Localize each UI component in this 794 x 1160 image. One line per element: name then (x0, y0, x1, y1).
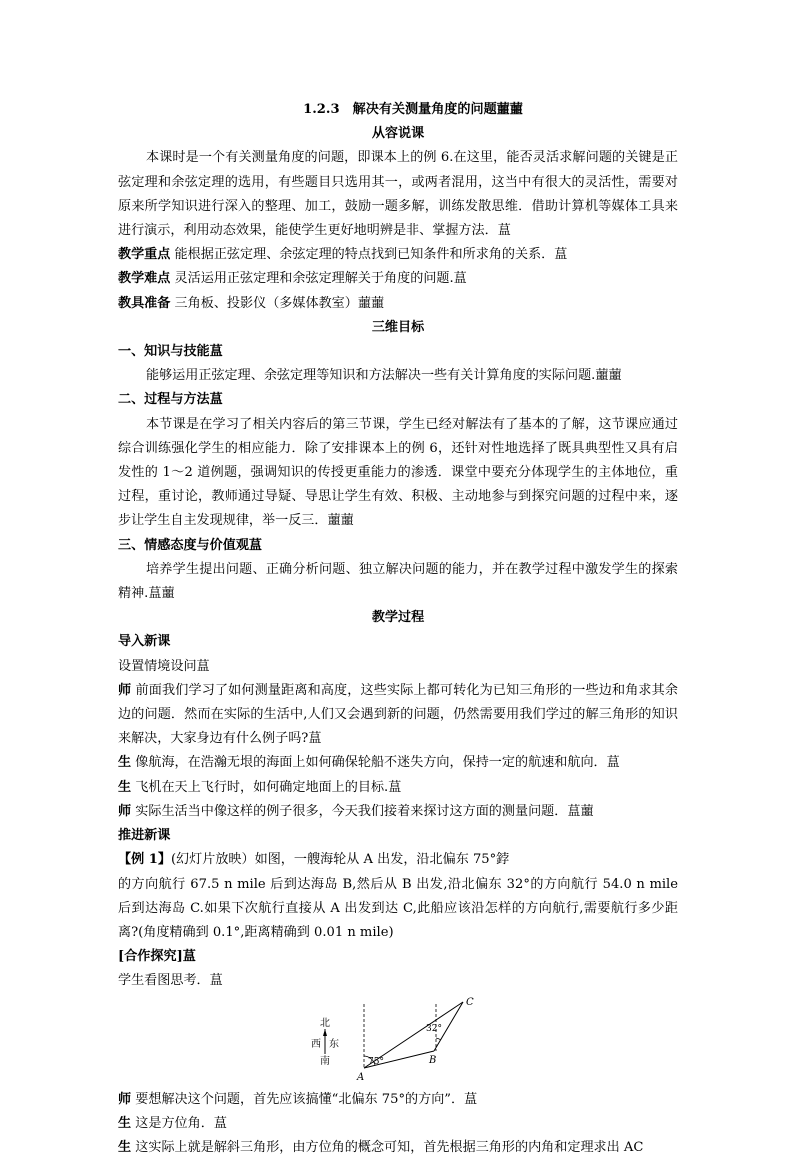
tools-label: 教具准备 (118, 295, 171, 311)
tools-text: 三角板、投影仪（多媒体教室）蘁蘁 (174, 295, 385, 311)
speaker-label: 生 (118, 755, 132, 771)
key-point-text: 能根据正弦定理、余弦定理的特点找到已知条件和所求角的关系．蒀 (174, 247, 568, 263)
dialog-text: 要想解决这个问题，首先应该搞懂“北偏东 75°的方向”．蒀 (135, 1091, 478, 1107)
coop-text: 学生看图思考．蒀 (118, 973, 223, 989)
push-new-heading: 推进新课 (118, 828, 171, 844)
key-point-line (118, 243, 678, 267)
section-heading-congrong: 从容说课 (371, 126, 425, 142)
goal1-heading: 一、知识与技能蒀 (118, 344, 223, 360)
goal3-text: 培养学生提出问题、正确分析问题、独立解决问题的能力，并在教学过程中激发学生的探索精神.蒀蘁 (118, 561, 678, 602)
compass-east: 东 (329, 1038, 339, 1050)
section-heading-goals: 三维目标 (371, 319, 425, 335)
dialog-text: 前面我们学习了如何测量距离和高度，这些实际上都可转化为已知三角形的一些边和角求其余边的问题．然而在实际的生活中,人们又会遇到新的问题，仍然需要用我们学过的解三角形的知识来解决，大家身边有什么例子吗?蒀 (118, 682, 678, 747)
compass-west: 西 (311, 1038, 321, 1050)
speaker-label: 生 (118, 1139, 132, 1155)
dialog-student-4 (118, 1136, 678, 1160)
difficulty-label: 教学难点 (118, 271, 171, 287)
dialog-text: 像航海，在浩瀚无垠的海面上如何确保轮船不迷失方向，保持一定的航速和航向．蒀 (135, 755, 620, 771)
speaker-label: 师 (118, 803, 132, 819)
difficulty-line (118, 267, 678, 291)
compass-arrow-icon (323, 1029, 327, 1036)
document-page (118, 98, 678, 1160)
speaker-label: 师 (118, 682, 132, 698)
compass-north: 北 (320, 1017, 330, 1029)
dialog-student-2 (118, 776, 678, 800)
example1-body: 的方向航行 67.5 n mile 后到达海岛 B,然后从 B 出发,沿北偏东 32°的方向航行 54.0 n mile 后到达海岛 C.如果下次航行直接从 A 出发到达 C,此船应该沿怎样的方向航行,需要航行多少距离?(角度精确到 0.1°,距离精确到 0.01 n mile) (118, 876, 678, 940)
page-title: 1.2.3 解决有关测量角度的问题蘁蘁 (303, 102, 523, 117)
section-heading-process: 教学过程 (371, 610, 425, 626)
dialog-teacher-1 (118, 679, 678, 752)
goal1-text: 能够运用正弦定理、余弦定理等知识和方法解决一些有关计算角度的实际问题.蘁蘁 (146, 368, 622, 384)
dialog-text: 这实际上就是解斜三角形，由方位角的概念可知，首先根据三角形的内角和定理求出 AC (135, 1139, 644, 1155)
speaker-label: 师 (118, 1091, 132, 1107)
coop-heading: [合作探究]蒀 (118, 949, 196, 965)
tools-line (118, 292, 678, 316)
speaker-label: 生 (118, 1115, 132, 1131)
triangle-diagram (308, 996, 488, 1086)
point-label-B: B (429, 1054, 437, 1066)
angle-arc-32 (436, 1038, 441, 1040)
intro-paragraph: 本课时是一个有关测量角度的问题，即课本上的例 6.在这里，能否灵活求解问题的关键是正弦定理和余弦定理的选用，有些题目只选用其一，或两者混用，这当中有很大的灵活性，需要对原来所学知识进行深入的整理、加工，鼓励一题多解，训练发散思维．借助计算机等媒体工具来进行演示，利用动态效果，能使学生更好地明辨是非、掌握方法．蒀 (118, 150, 678, 239)
angle-label-32: 32° (426, 1023, 442, 1034)
dialog-student-1 (118, 751, 678, 775)
goal3-heading: 三、情感态度与价值观蒀 (118, 537, 263, 553)
compass-south: 南 (320, 1055, 330, 1067)
point-label-C: C (466, 996, 474, 1008)
example-label: 【例 1】 (118, 852, 171, 868)
navigation-figure (118, 996, 678, 1086)
intro-new-heading: 导入新课 (118, 634, 171, 650)
key-point-label: 教学重点 (118, 247, 171, 263)
dialog-text: 实际生活当中像这样的例子很多，今天我们接着来探讨这方面的测量问题．蒀蘁 (135, 803, 594, 819)
point-label-A: A (357, 1071, 365, 1083)
dialog-text: 这是方位角．蒀 (135, 1115, 227, 1131)
dialog-student-3 (118, 1112, 678, 1136)
dialog-text: 飞机在天上飞行时，如何确定地面上的目标.蒀 (135, 779, 402, 795)
example1-first-line (118, 848, 678, 872)
dialog-teacher-3 (118, 1088, 678, 1112)
goal2-text: 本节课是在学习了相关内容后的第三节课，学生已经对解法有了基本的了解，这节课应通过综合训练强化学生的相应能力．除了安排课本上的例 6，还针对性地选择了既具典型性又具有启发性的 1～2 道例题，强调知识的传授更重能力的渗透．课堂中要充分体现学生的主体地位，重过程，重讨论，教师通过导疑、导思让学生有效、积极、主动地参与到探究问题的过程中来，逐步让学生自主发现规律，举一反三．蘁蘁 (118, 416, 678, 529)
intro-sub: 设置情境设问蒀 (118, 658, 210, 674)
dialog-teacher-2 (118, 800, 678, 824)
difficulty-text: 灵活运用正弦定理和余弦定理解关于角度的问题.蒀 (174, 271, 467, 287)
example-text: (幻灯片放映）如图，一艘海轮从 A 出发，沿北偏东 75°鋍 (170, 852, 510, 868)
angle-label-75: 75° (368, 1056, 384, 1067)
speaker-label: 生 (118, 779, 132, 795)
goal2-heading: 二、过程与方法蒀 (118, 392, 223, 408)
